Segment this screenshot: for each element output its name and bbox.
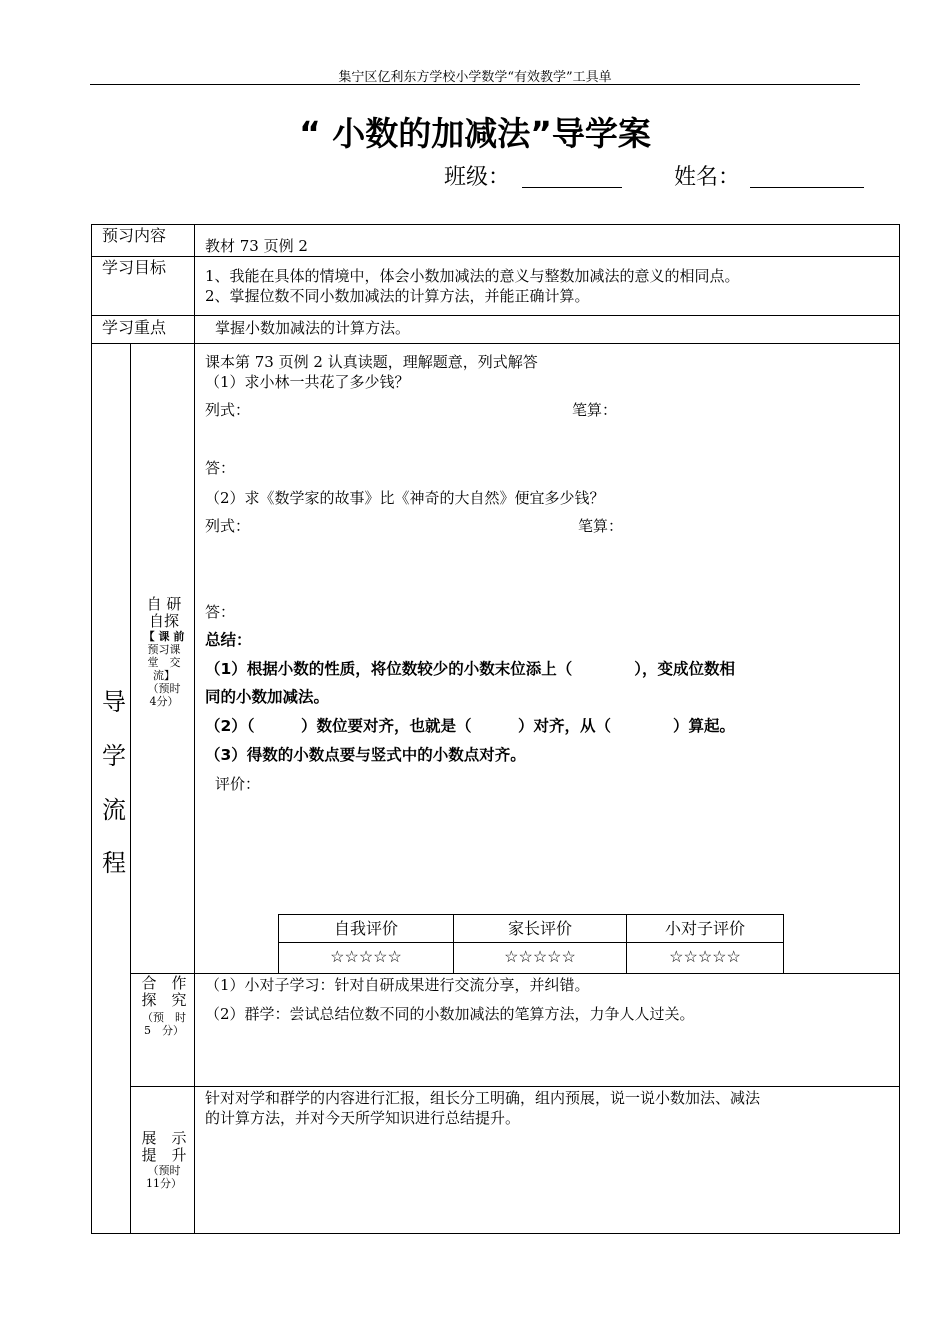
show-label: 展 示 提 升 （预时 11分） xyxy=(141,1129,187,1190)
page-title: “ 小数的加减法”导学案 xyxy=(299,114,651,153)
summary-item-1-cont: 同的小数加减法。 xyxy=(205,688,330,706)
answer-label: 答： xyxy=(205,459,236,477)
row-divider xyxy=(91,343,900,344)
question-2: （2）求《数学家的故事》比《神奇的大自然》便宜多少钱？ xyxy=(205,489,605,507)
evaluate-label: 评价： xyxy=(215,775,261,793)
summary-item-3: （3）得数的小数点要与竖式中的小数点对齐。 xyxy=(205,746,526,764)
cooperate-label: 合 作 探 究 （预 时 5 分） xyxy=(141,974,187,1037)
goals-label: 学习目标 xyxy=(102,258,167,277)
table-border-bottom xyxy=(91,1233,900,1234)
goal-item: 2、掌握位数不同小数加减法的计算方法，并能正确计算。 xyxy=(205,287,590,305)
formula-label: 列式： xyxy=(205,401,251,419)
name-label: 姓名： xyxy=(674,165,741,190)
calc-label: 笔算： xyxy=(572,401,618,419)
header-rule xyxy=(90,84,860,85)
calc-label: 笔算： xyxy=(578,517,624,535)
flow-label-char: 学 xyxy=(102,742,126,770)
column-divider xyxy=(130,343,131,1234)
question-1: （1）求小林一共花了多少钱？ xyxy=(205,373,410,391)
row-divider xyxy=(91,315,900,316)
name-field[interactable] xyxy=(750,162,864,188)
star-rating-parent[interactable]: ☆☆☆☆☆ xyxy=(454,943,627,973)
show-line-2: 的计算方法，并对今天所学知识进行总结提升。 xyxy=(205,1109,521,1127)
table-border-left xyxy=(91,224,92,1234)
answer-label: 答： xyxy=(205,603,236,621)
summary-label: 总结： xyxy=(205,631,252,649)
class-label: 班级： xyxy=(444,165,511,190)
preview-content: 教材 73 页例 2 xyxy=(205,237,308,255)
self-study-label: 自 研 自探 【 课 前 预习课 堂 交 流】 （预时 4分） xyxy=(143,595,185,708)
flow-label-char: 导 xyxy=(102,688,126,716)
goal-item: 1、我能在具体的情境中，体会小数加减法的意义与整数加减法的意义的相同点。 xyxy=(205,267,740,285)
star-rating-partner[interactable]: ☆☆☆☆☆ xyxy=(669,947,741,966)
eval-header-self: 自我评价 xyxy=(279,915,454,943)
flow-label-char: 程 xyxy=(102,849,126,877)
summary-item-1: （1）根据小数的性质，将位数较少的小数末位添上（ ），变成位数相 xyxy=(205,660,736,678)
cooperate-line-2: （2）群学：尝试总结位数不同的小数加减法的笔算方法，力争人人过关。 xyxy=(205,1005,695,1023)
row-divider xyxy=(130,1086,900,1087)
table-border-top xyxy=(91,224,900,225)
summary-item-2: （2）（ ）数位要对齐，也就是（ ）对齐，从（ ）算起。 xyxy=(205,717,736,735)
flow-label-char: 流 xyxy=(102,796,126,824)
formula-label: 列式： xyxy=(205,517,251,535)
show-line-1: 针对对学和群学的内容进行汇报，组长分工明确，组内预展，说一说小数加法、减法 xyxy=(205,1089,761,1107)
table-border-right xyxy=(899,224,900,1234)
preview-label: 预习内容 xyxy=(102,226,167,245)
eval-header-parent: 家长评价 xyxy=(454,915,627,943)
column-divider xyxy=(194,224,195,1234)
focus-content: 掌握小数加减法的计算方法。 xyxy=(215,319,411,337)
intro-text: 课本第 73 页例 2 认真读题，理解题意，列式解答 xyxy=(205,353,538,371)
class-field[interactable] xyxy=(522,162,622,188)
focus-label: 学习重点 xyxy=(102,318,167,337)
row-divider xyxy=(91,256,900,257)
school-header: 集宁区亿利东方学校小学数学“有效教学”工具单 xyxy=(338,70,612,85)
evaluation-table xyxy=(278,914,784,974)
cooperate-line-1: （1）小对子学习：针对自研成果进行交流分享，并纠错。 xyxy=(205,976,590,994)
eval-header-partner: 小对子评价 xyxy=(627,915,783,943)
star-rating-self[interactable]: ☆☆☆☆☆ xyxy=(279,943,454,973)
